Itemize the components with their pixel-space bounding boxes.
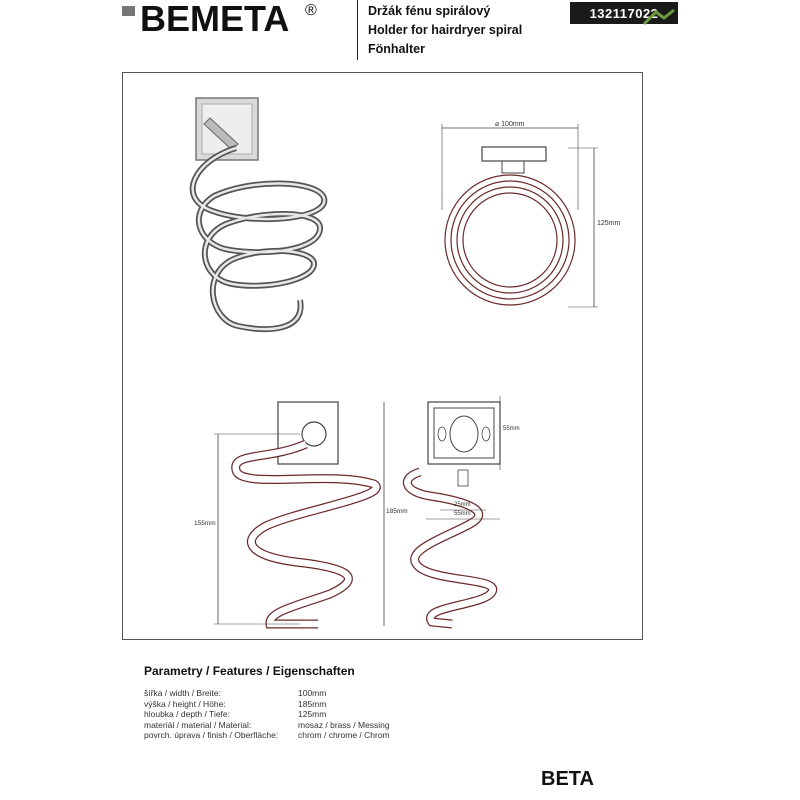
feature-value: 185mm: [298, 698, 327, 709]
features-table: [144, 688, 438, 741]
feature-label: hloubka / depth / Tiefe:: [144, 709, 231, 719]
product-photo: [193, 98, 325, 329]
features-section: [144, 664, 438, 741]
dim-side-plate: 55mm: [503, 426, 520, 432]
side-view: [407, 396, 500, 624]
title-cs: Držák fénu spirálový: [368, 4, 491, 18]
feature-label: výška / height / Höhe:: [144, 698, 226, 709]
top-view: [442, 124, 598, 307]
title-en: Holder for hairdryer spiral: [368, 23, 523, 37]
brand-logo: BEMETA: [140, 0, 290, 39]
dim-top-height: 125mm: [597, 220, 621, 227]
dim-front-total: 185mm: [386, 508, 408, 515]
dim-side-width: 55mm: [454, 511, 471, 517]
feature-label: šířka / width / Breite:: [144, 688, 221, 698]
feature-row: [144, 730, 438, 741]
feature-label: povrch. úprava / finish / Oberfläche:: [144, 730, 279, 740]
dim-front-inner: 155mm: [194, 520, 216, 527]
feature-label: materiál / material / Material:: [144, 719, 252, 730]
model-name: BETA: [541, 768, 594, 790]
front-view: [214, 402, 384, 626]
product-code: 132117022: [570, 2, 678, 24]
feature-row: [144, 699, 438, 710]
feature-row: [144, 688, 438, 699]
feature-value: chrom / chrome / Chrom: [298, 730, 390, 740]
feature-value: mosaz / brass / Messing: [298, 719, 390, 730]
dim-top-diameter: ⌀ 100mm: [495, 121, 525, 128]
features-title: Parametry / Features / Eigenschaften: [144, 664, 355, 678]
feature-row: [144, 720, 438, 731]
dim-side-spacing: 25mm: [454, 502, 471, 508]
feature-value: 100mm: [298, 688, 327, 698]
feature-row: [144, 709, 438, 720]
registered-mark: ®: [305, 2, 317, 19]
feature-value: 125mm: [298, 709, 327, 719]
title-de: Fönhalter: [368, 42, 425, 56]
